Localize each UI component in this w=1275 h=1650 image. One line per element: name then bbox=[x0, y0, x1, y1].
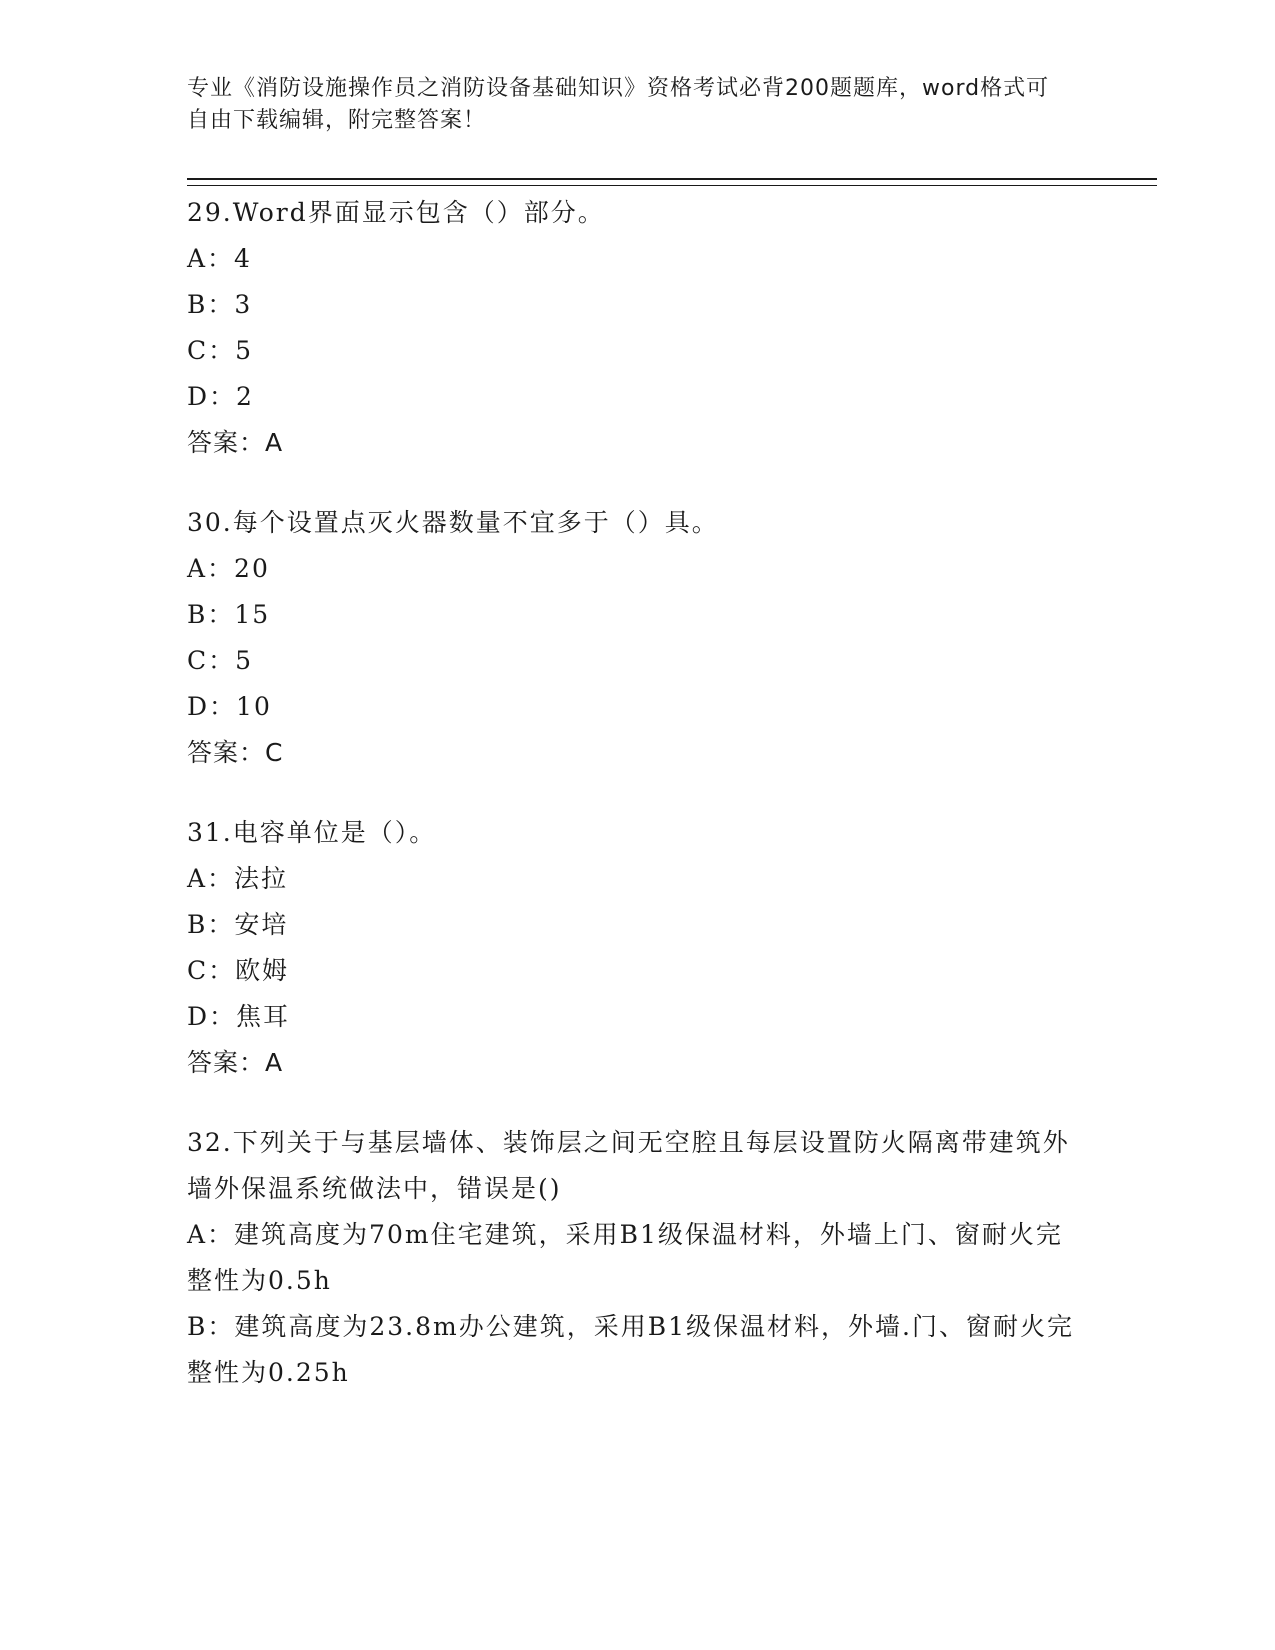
question-29 bbox=[187, 190, 1077, 466]
question-31 bbox=[187, 810, 1077, 1086]
question-stem: 29.Word界面显示包含（）部分。 bbox=[187, 198, 605, 227]
option-c: C：欧姆 bbox=[187, 956, 290, 985]
question-stem: 31.电容单位是（）。 bbox=[187, 818, 437, 847]
option-a: A：法拉 bbox=[187, 864, 289, 893]
option-b: B：3 bbox=[187, 290, 253, 319]
option-b: B：15 bbox=[187, 600, 271, 629]
option-c: C：5 bbox=[187, 646, 254, 675]
question-32 bbox=[187, 1120, 1077, 1396]
document-page bbox=[187, 0, 1157, 1650]
answer: 答案：A bbox=[187, 1048, 284, 1077]
option-a: A：建筑高度为70m住宅建筑，采用B1级保温材料，外墙上门、窗耐火完整性为0.5h bbox=[187, 1220, 1063, 1295]
header-divider bbox=[187, 178, 1157, 186]
document-header: 专业《消防设施操作员之消防设备基础知识》资格考试必背200题题库，word格式可自由下载编辑，附完整答案！ bbox=[187, 76, 1050, 133]
option-d: D：2 bbox=[187, 382, 254, 411]
option-d: D：焦耳 bbox=[187, 1002, 291, 1031]
option-d: D：10 bbox=[187, 692, 272, 721]
option-a: A：4 bbox=[187, 244, 252, 273]
answer: 答案：A bbox=[187, 428, 284, 457]
option-b: B：安培 bbox=[187, 910, 289, 939]
question-stem: 30.每个设置点灭火器数量不宜多于（）具。 bbox=[187, 508, 719, 537]
question-30 bbox=[187, 500, 1077, 776]
question-list bbox=[187, 190, 1077, 1430]
question-stem: 32.下列关于与基层墙体、装饰层之间无空腔且每层设置防火隔离带建筑外墙外保温系统做法中，错误是() bbox=[187, 1128, 1070, 1203]
option-c: C：5 bbox=[187, 336, 254, 365]
answer: 答案：C bbox=[187, 738, 284, 767]
option-b: B：建筑高度为23.8m办公建筑，采用B1级保温材料，外墙.门、窗耐火完整性为0.25h bbox=[187, 1312, 1074, 1387]
option-a: A：20 bbox=[187, 554, 270, 583]
